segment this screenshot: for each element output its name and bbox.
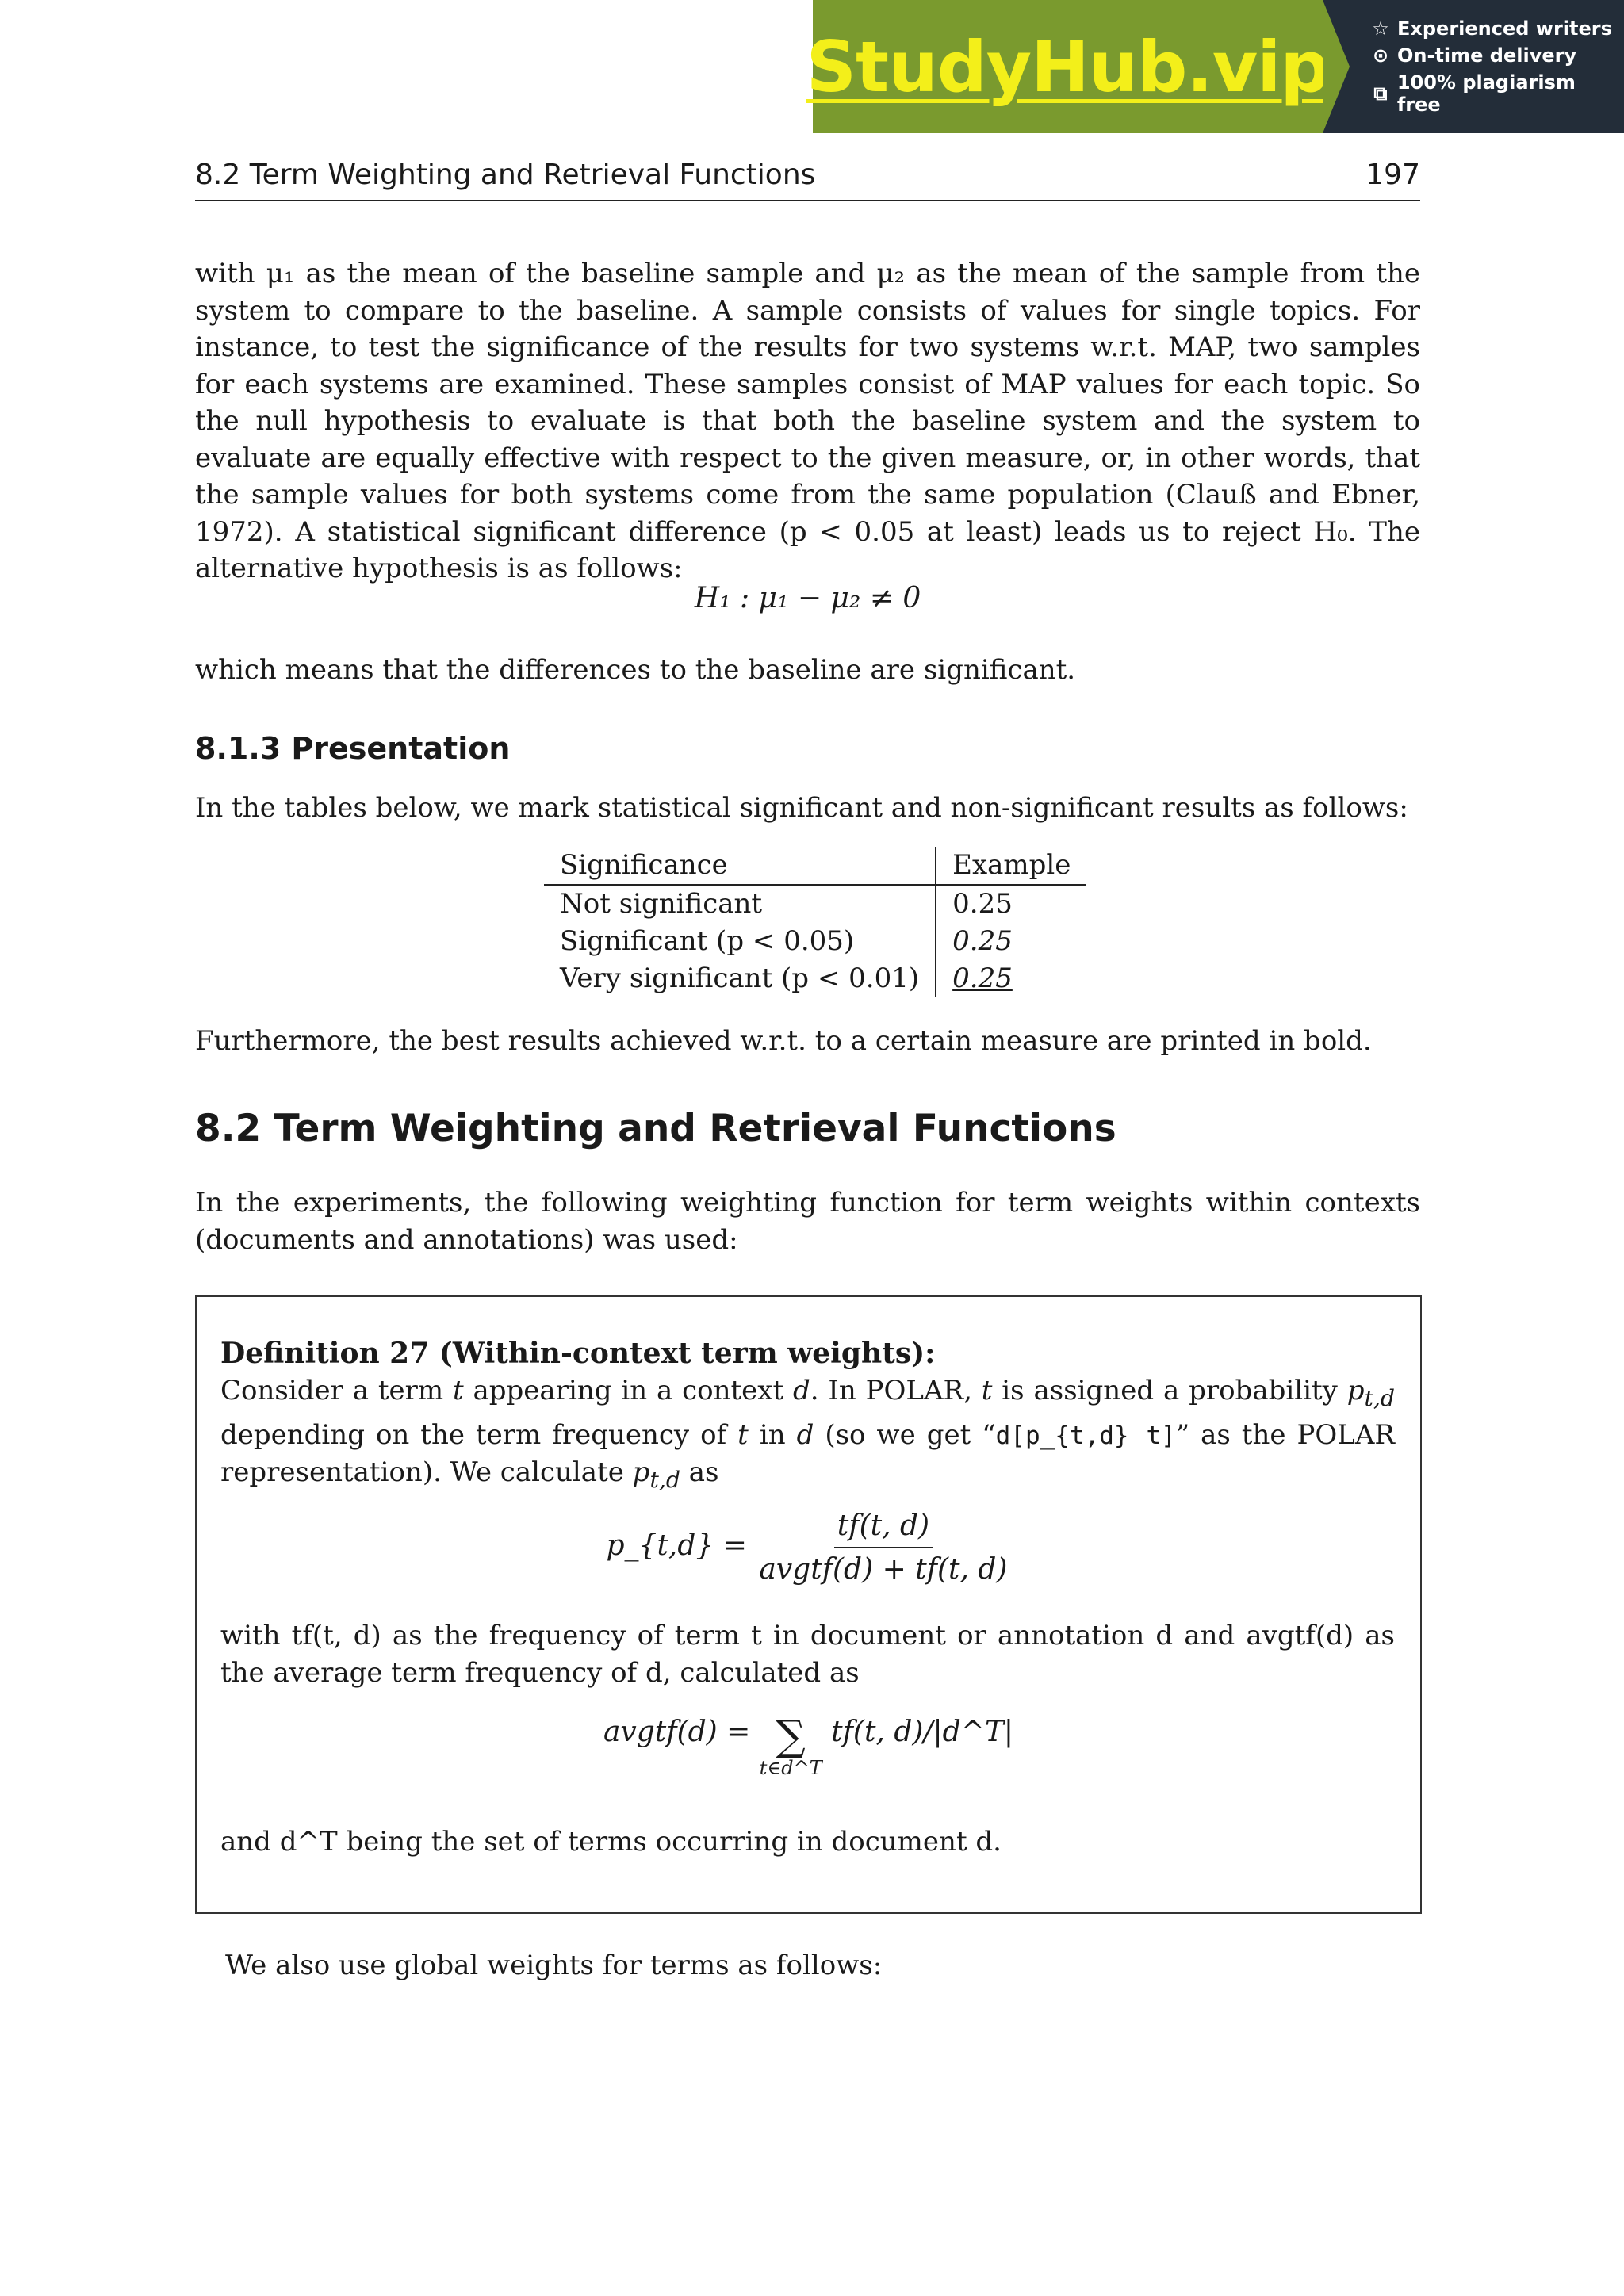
paragraph-hypothesis: with μ₁ as the mean of the baseline sample and μ₂ as the mean of the sample from the system to compare to the baseline. A sample consists of values for single topics. For instance, to test the significance of the results for two systems w.r.t. MAP, two samples for each systems are examined. These samples consist of MAP values for each topic. So the null hypothesis to evaluate is that both the baseline system and the system to evaluate are equally effective with respect to the given measure, or, in other words, that the sample values for both systems come from the same population (Clauß and Ebner, 1972). A statistical significant difference (p < 0.05 at least) leads us to reject H₀. The alternative hypothesis is as follows: [195,258,1420,584]
section-heading-8-2: 8.2 Term Weighting and Retrieval Functions [195,1107,1116,1150]
formula-numerator: tf(t, d) [834,1510,933,1548]
formula-avgtf [197,1712,1420,1779]
ad-banner[interactable] [806,0,1624,133]
page-number: 197 [1365,159,1420,191]
feature-label: Experienced writers [1397,17,1612,40]
equation-h1: H₁ : μ₁ − μ₂ ≠ 0 [694,582,921,614]
formula-denominator: avgtf(d) + tf(t, d) [759,1553,1008,1586]
banner-logo-panel [806,0,1330,133]
feature-label: On-time delivery [1397,44,1577,67]
table-cell: Not significant [544,885,936,923]
table-row [544,923,1086,960]
section-heading-8-1-3: 8.1.3 Presentation [195,731,511,766]
feature-on-time-delivery [1370,44,1624,67]
formula-probability [197,1510,1420,1586]
feature-label: 100% plagiarism free [1396,71,1576,116]
paragraph-weighting-intro: In the experiments, the following weighting function for term weights within contexts (documents and annotations) was used: [195,1187,1420,1256]
copy-icon: ⧉ [1373,82,1388,105]
summation [759,1712,822,1779]
table-header-cell: Significance [544,847,936,885]
feature-experienced-writers [1370,17,1624,40]
paragraph-presentation-intro: In the tables below, we mark statistical significant and non-significant results as follows: [195,792,1408,824]
banner-features [1323,0,1624,133]
table-cell: 0.25 [952,888,1013,920]
definition-title: Definition 27 (Within-context term weights): [220,1337,936,1370]
paragraph-global-weights: We also use global weights for terms as follows: [225,1950,883,1981]
table-row [544,885,1086,923]
clock-icon: ⊙ [1372,44,1389,67]
definition-paragraph-1: Consider a term t appearing in a context d. In POLAR, t is assigned a probability $p_{t,d}$ depending on the term frequency of t in d (so we get “d[p_{t,d} t]” as the POLAR representation). We calculate $p_{t,d}$ as [220,1374,1396,1494]
table-cell: 0.25 [952,962,1013,994]
significance-table [544,847,1086,997]
paragraph-significance: which means that the differences to the baseline are significant. [195,654,1076,686]
running-header [195,159,1420,201]
definition-paragraph-2: with tf(t, d) as the frequency of term t in document or annotation d and avgtf(d) as the average term frequency of d, calculated as [220,1620,1395,1689]
table-cell: Significant (p < 0.05) [544,923,936,960]
definition-paragraph-3: and d^T being the set of terms occurring in document d. [220,1826,1002,1858]
sum-subscript: t∈d^T [759,1757,822,1779]
header-section-title: 8.2 Term Weighting and Retrieval Functions [195,159,816,191]
formula-rhs: tf(t, d)/|d^T| [831,1716,1014,1748]
formula-lhs: avgtf(d) = [603,1716,751,1748]
definition-box [195,1295,1422,1914]
table-cell: 0.25 [952,925,1013,957]
polar-code: d[p_{t,d} t] [995,1421,1176,1450]
banner-arrow [1323,0,1350,133]
table-header-row [544,847,1086,885]
table-header-cell: Example [936,847,1086,885]
definition-text [220,1335,1395,1499]
paragraph-bold-note: Furthermore, the best results achieved w.r.t. to a certain measure are printed in bold. [195,1025,1372,1057]
feature-plagiarism-free [1370,71,1624,116]
studyhub-logo[interactable]: StudyHub.vip [806,25,1330,108]
table-row [544,960,1086,997]
formula-fraction [756,1510,1010,1586]
star-icon: ☆ [1372,17,1389,40]
sum-symbol: ∑ [776,1712,806,1760]
formula-lhs: p_{t,d} = [606,1529,747,1562]
table-cell: Very significant (p < 0.01) [544,960,936,997]
